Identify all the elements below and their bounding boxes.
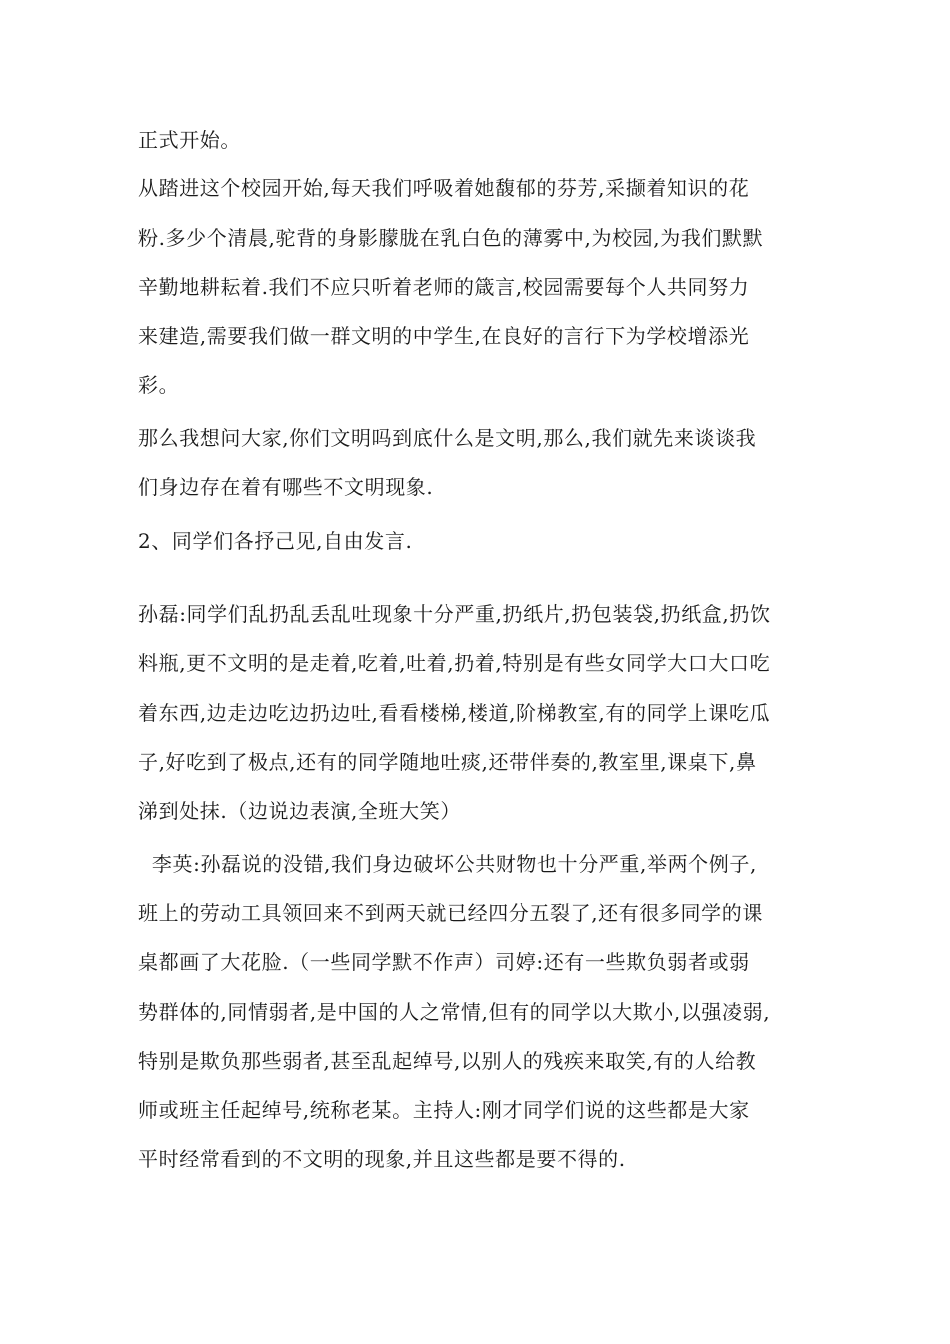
- text-line: 彩。: [138, 373, 180, 397]
- text-line: 从踏进这个校园开始,每天我们呼吸着她馥郁的芬芳,采撷着知识的花: [138, 176, 750, 200]
- text-line: 2、同学们各抒己见,自由发言.: [138, 529, 413, 553]
- text-line: 桌都画了大花脸.（一些同学默不作声）司婷:还有一些欺负弱者或弱: [138, 950, 750, 974]
- text-line: 势群体的,同情弱者,是中国的人之常情,但有的同学以大欺小,以强凌弱,: [138, 1000, 771, 1024]
- text-line: 李英:孙磊说的没错,我们身边破坏公共财物也十分严重,举两个例子,: [138, 852, 757, 876]
- text-line: 孙磊:同学们乱扔乱丢乱吐现象十分严重,扔纸片,扔包装袋,扔纸盒,扔饮: [138, 602, 771, 626]
- text-line: 粉.多少个清晨,驼背的身影朦胧在乳白色的薄雾中,为校园,为我们默默: [138, 226, 764, 250]
- text-line: 正式开始。: [138, 128, 241, 152]
- text-line: 辛勤地耕耘着.我们不应只听着老师的箴言,校园需要每个人共同努力: [138, 275, 750, 299]
- text-line: 师或班主任起绰号,统称老某。主持人:刚才同学们说的这些都是大家: [138, 1098, 750, 1122]
- text-line: 平时经常看到的不文明的现象,并且这些都是要不得的.: [138, 1147, 626, 1171]
- text-line: 料瓶,更不文明的是走着,吃着,吐着,扔着,特别是有些女同学大口大口吃: [138, 651, 771, 675]
- text-line: 班上的劳动工具领回来不到两天就已经四分五裂了,还有很多同学的课: [138, 901, 763, 925]
- text-line: 涕到处抹.（边说边表演,全班大笑）: [138, 799, 461, 823]
- text-line: 们身边存在着有哪些不文明现象.: [138, 475, 434, 499]
- text-line: 子,好吃到了极点,还有的同学随地吐痰,还带伴奏的,教室里,课桌下,鼻: [138, 750, 757, 774]
- text-line: 着东西,边走边吃边扔边吐,看看楼梯,楼道,阶梯教室,有的同学上课吃瓜: [138, 701, 771, 725]
- text-line: 来建造,需要我们做一群文明的中学生,在良好的言行下为学校增添光: [138, 324, 750, 348]
- text-line: 那么我想问大家,你们文明吗到底什么是文明,那么,我们就先来谈谈我: [138, 426, 757, 450]
- text-line: 特别是欺负那些弱者,甚至乱起绰号,以别人的残疾来取笑,有的人给教: [138, 1049, 757, 1073]
